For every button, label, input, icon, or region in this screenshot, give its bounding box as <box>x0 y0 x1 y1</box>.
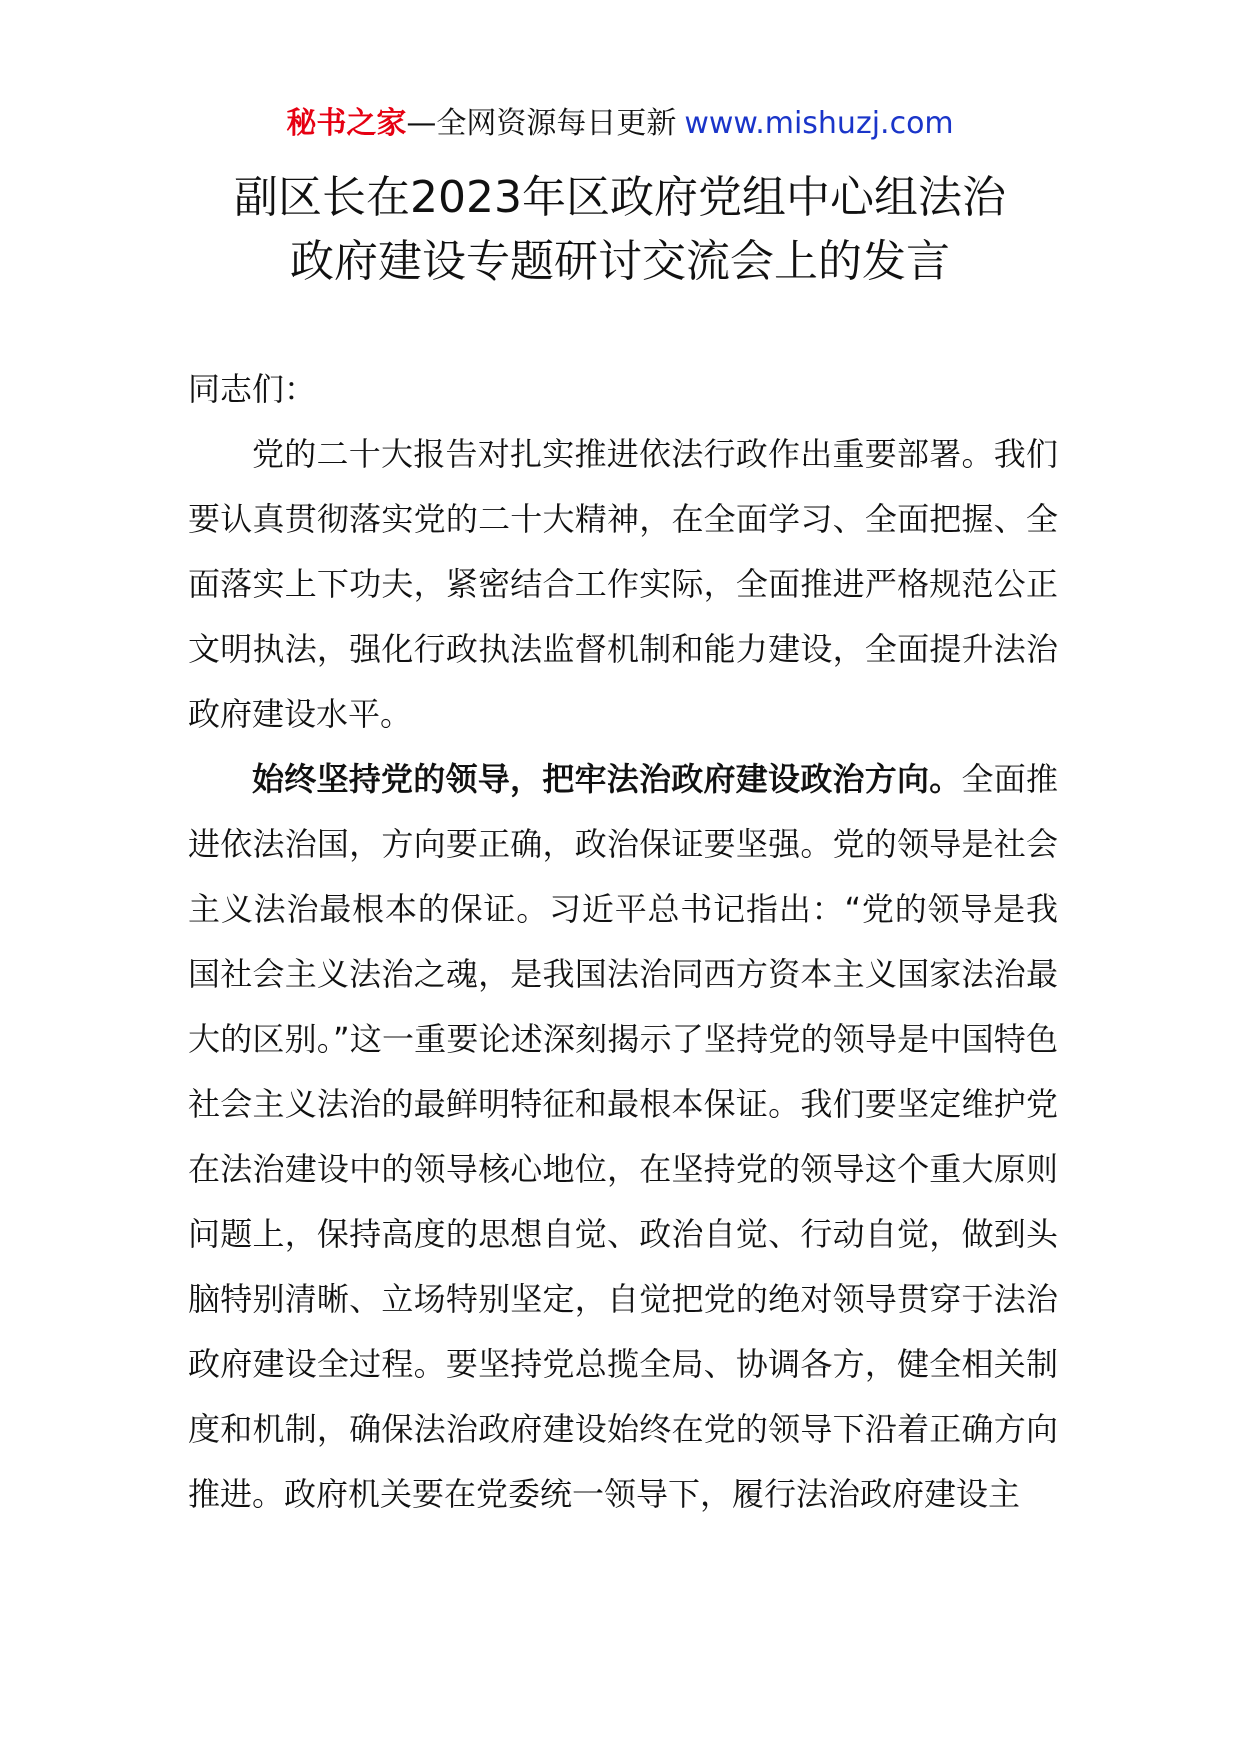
title-line-1: 副区长在2023年区政府党组中心组法治 <box>234 172 1006 223</box>
site-name: 秘书之家 <box>286 106 407 141</box>
document-title <box>0 166 1240 294</box>
title-line-2: 政府建设专题研讨交流会上的发言 <box>290 236 950 287</box>
paragraph-text: 党的二十大报告对扎实推进依法行政作出重要部署。我们要认真贯彻落实党的二十大精神，在全面学习、全面把握、全面落实上下功夫，紧密结合工作实际，全面推进严格规范公正文明执法，强化行政执法监督机制和能力建设，全面提升法治政府建设水平。 <box>188 435 1058 733</box>
salutation: 同志们： <box>188 370 317 408</box>
document-body <box>188 357 1058 1527</box>
paragraph-heading: 始终坚持党的领导，把牢法治政府建设政治方向。 <box>252 760 962 798</box>
site-banner <box>0 104 1240 144</box>
paragraph-party-leadership <box>188 747 1058 1527</box>
site-url-link[interactable]: www.mishuzj.com <box>684 106 954 141</box>
paragraph-intro <box>188 422 1058 747</box>
site-slogan: —全网资源每日更新 <box>406 106 677 141</box>
paragraph-text: 全面推进依法治国，方向要正确，政治保证要坚强。党的领导是社会主义法治最根本的保证。习近平总书记指出：“党的领导是我国社会主义法治之魂，是我国法治同西方资本主义国家法治最大的区别。”这一重要论述深刻揭示了坚持党的领导是中国特色社会主义法治的最鲜明特征和最根本保证。我们要坚定维护党在法治建设中的领导核心地位，在坚持党的领导这个重大原则问题上，保持高度的思想自觉、政治自觉、行动自觉，做到头脑特别清晰、立场特别坚定，自觉把党的绝对领导贯穿于法治政府建设全过程。要坚持党总揽全局、协调各方，健全相关制度和机制，确保法治政府建设始终在党的领导下沿着正确方向推进。政府机关要在党委统一领导下，履行法治政府建设主 <box>188 760 1058 1513</box>
